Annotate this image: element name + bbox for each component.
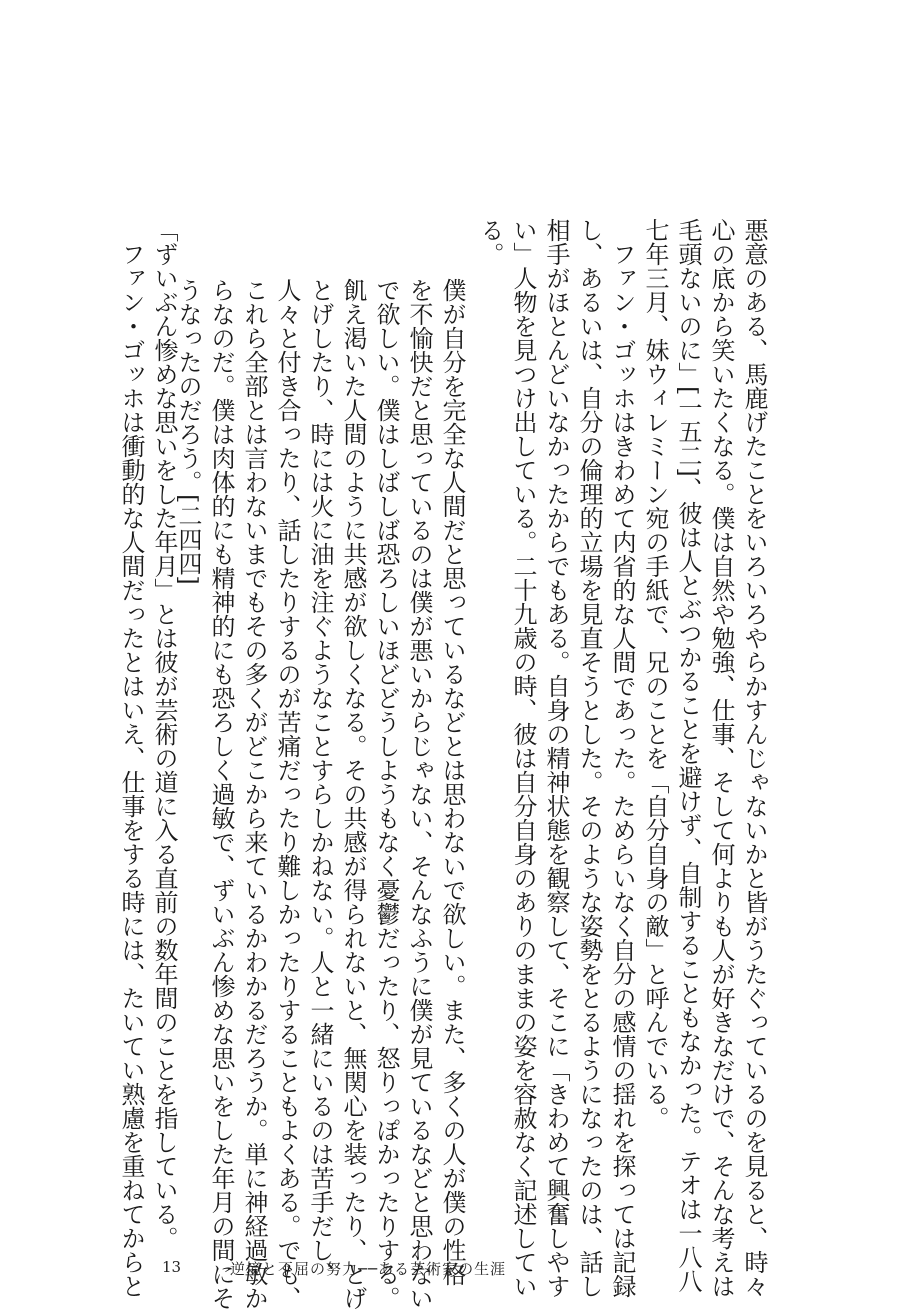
quote-line: 僕が自分を完全な人間だと思っているなどとは思わないで欲しい。また、多くの人が僕の性格 bbox=[438, 278, 466, 1286]
main-text-block bbox=[473, 218, 770, 1298]
quote-line: うなったのだろう。[二四四] bbox=[174, 278, 202, 585]
text-line: 七年三月、妹ウィレミーン宛の手紙で、兄のことを「自分自身の敵」と呼んでいる。 bbox=[641, 218, 669, 1130]
quote-line: を不愉快だと思っているのは僕が悪いからじゃない、そんなふうに僕が見ているなどと思わない bbox=[405, 278, 433, 1310]
text-line: ファン・ゴッホはきわめて内省的な人間であった。ためらいなく自分の感情の揺れを探っては記録 bbox=[608, 218, 636, 1298]
quote-line: 人々と付き合ったり、話したりするのが苦痛だったり難しかったりすることもよくある。でも、 bbox=[273, 278, 301, 1310]
page-number: 13 bbox=[162, 1258, 182, 1276]
text-line: 心の底から笑いたくなる。僕は自然や勉強、仕事、そして何よりも人が好きなだけで、そんな考えは bbox=[707, 218, 735, 1298]
quote-line: これら全部とは言わないまでもその多くがどこから来ているかわかるだろうか。単に神経過敏か bbox=[240, 278, 268, 1310]
running-title: 逆境と不屈の努力──ある芸術家の生涯 bbox=[230, 1260, 507, 1278]
text-line: し、あるいは、自分の倫理的立場を見直そうとした。そのような姿勢をとるようになったのは、話し bbox=[575, 218, 603, 1298]
quote-line: らなのだ。僕は肉体的にも精神的にも恐ろしく過敏で、ずいぶん惨めな思いをした年月の間にそ bbox=[207, 278, 235, 1310]
text-line: 毛頭ないのに」[一五二]、彼は人とぶつかることを避けず、自制することもなかった。テオは一八八 bbox=[674, 218, 702, 1293]
quote-line: で欲しい。僕はしばしば恐ろしいほどどうしようもなく憂鬱だったり、怒りっぽかったりする。 bbox=[372, 278, 400, 1310]
quote-line: とげしたり、時には火に油を注ぐようなことすらしかねない。人と一緒にいるのは苦手だし、 bbox=[306, 278, 334, 1286]
text-line: る。 bbox=[476, 218, 504, 266]
text-line: ファン・ゴッホは衝動的な人間だったとはいえ、仕事をする時には、たいてい熟慮を重ねてからと bbox=[117, 218, 145, 1298]
text-line: 「ずいぶん惨めな思いをした年月」とは彼が芸術の道に入る直前の数年間のことを指している。 bbox=[150, 218, 178, 1250]
text-line: い」人物を見つけ出している。二十九歳の時、彼は自分自身のありのままの姿を容赦なく記述してい bbox=[509, 218, 537, 1298]
text-line: 相手がほとんどいなかったからでもある。自身の精神状態を観察して、そこに「きわめて興奮しやす bbox=[542, 218, 570, 1298]
text-line: 悪意のある、馬鹿げたことをいろいろやらかすんじゃないかと皆がうたぐっているのを見ると、時々 bbox=[740, 218, 768, 1298]
quote-line: 飢え渇いた人間のように共感が欲しくなる。その共感が得られないと、無関心を装ったり、とげ bbox=[339, 278, 367, 1310]
